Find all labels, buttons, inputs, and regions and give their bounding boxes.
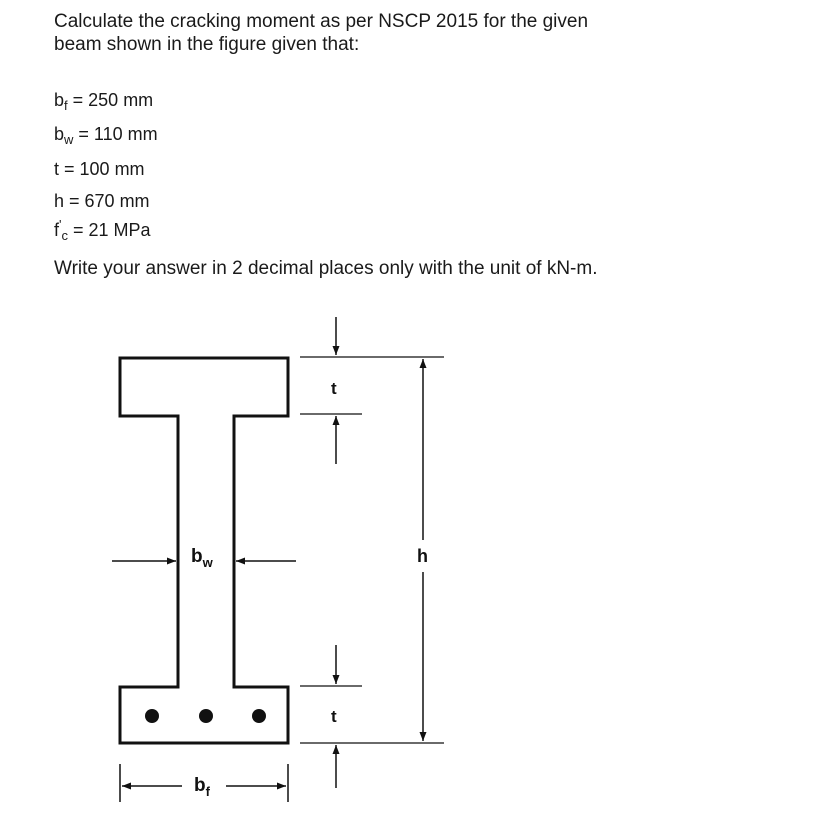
label-bw-sub: w [202,555,213,570]
given-bw: $b_w = 110$ mm [54,124,158,147]
given-h: h = 670 mm [54,191,150,211]
label-h: h [417,546,428,566]
given-t: t = 100 mm [54,159,145,179]
rebar-dot [199,709,213,723]
given-fc: $f'_c = 21$ MPa [54,217,151,243]
rebar-dot [145,709,159,723]
rebar-dot [252,709,266,723]
question-intro: Calculate the cracking moment as per NSCP 2015 for the given beam shown in the figure given that: [54,11,589,55]
given-bf: $b_f = 250$ mm [54,90,154,113]
label-bf-main: b [194,775,206,796]
label-bw-main: b [191,546,203,567]
label-t-bottom: t [331,707,337,726]
label-bw [191,546,214,570]
label-bf-sub: f [205,784,210,799]
label-bf [194,775,211,799]
i-beam-outline [120,358,288,743]
label-t-top: t [331,379,337,398]
question-instruction: Write your answer in 2 decimal places only with the unit of kN-m. [54,258,598,279]
